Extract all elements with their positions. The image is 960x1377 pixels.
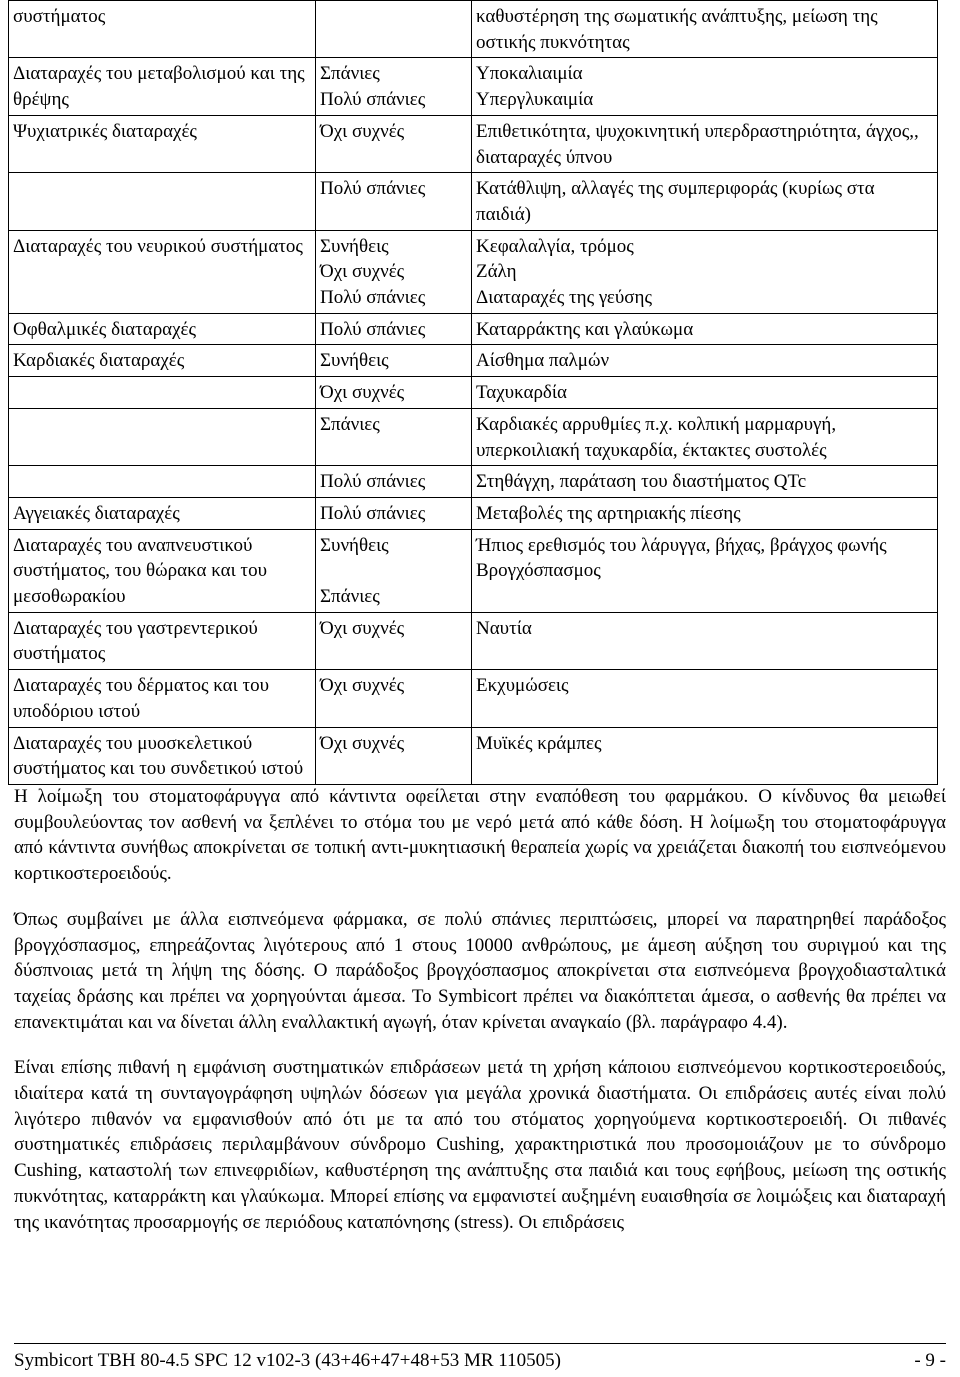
table-row (9, 345, 938, 377)
reaction-cell: Μεταβολές της αρτηριακής πίεσης (472, 497, 938, 529)
reaction-cell: Κεφαλαλγία, τρόμος Ζάλη Διαταραχές της γεύσης (472, 230, 938, 313)
frequency-cell: Πολύ σπάνιες (316, 313, 472, 345)
frequency-cell (316, 1, 472, 58)
reaction-cell: Καταρράκτης και γλαύκωμα (472, 313, 938, 345)
frequency-cell: Όχι συχνές (316, 115, 472, 172)
paragraph: Η λοίμωξη του στοματοφάρυγγα από κάντιντα οφείλεται στην εναπόθεση του φαρμάκου. Ο κίνδυνος θα μειωθεί συμβουλεύοντας τον ασθενή να ξεπλένει το στόμα του με νερό μετά από κάθε δόση. Η λοίμωξη του στοματοφάρυγγα από κάντιντα συνήθως αποκρίνεται σε τοπική αντι-μυκητιασική θεραπεία χωρίς να χρειάζεται διακοπή του εισπνεόμενου κορτικοστεροειδούς. (14, 786, 946, 885)
frequency-cell: Όχι συχνές (316, 612, 472, 669)
table-row (9, 670, 938, 727)
reaction-cell: Ήπιος ερεθισμός του λάρυγγα, βήχας, βράγχος φωνής Βρογχόσπασμος (472, 529, 938, 612)
table-row (9, 497, 938, 529)
organ-class-cell: συστήματος (9, 1, 316, 58)
organ-class-cell: Οφθαλμικές διαταραχές (9, 313, 316, 345)
organ-class-cell: Καρδιακές διαταραχές (9, 345, 316, 377)
organ-class-cell (9, 466, 316, 498)
table-row (9, 408, 938, 465)
frequency-cell: Συνήθεις Όχι συχνές Πολύ σπάνιες (316, 230, 472, 313)
reaction-cell: Ναυτία (472, 612, 938, 669)
frequency-cell: Όχι συχνές (316, 670, 472, 727)
paragraph: Όπως συμβαίνει με άλλα εισπνεόμενα φάρμακα, σε πολύ σπάνιες περιπτώσεις, μπορεί να παρατηρηθεί παράδοξος βρογχόσπασμος, επηρεάζοντας λιγότερους από 1 στους 10000 ανθρώπους, με άμεση αύξηση του συριγμού και της δύσπνοιας μετά τη λήψη της δόσης. Ο παράδοξος βρογχόσπασμος αποκρίνεται στα εισπνεόμενα βρογχοδιασταλτικά ταχείας δράσης και πρέπει να χορηγούνται άμεσα. Το Symbicort πρέπει να διακόπτεται άμεσα, ο ασθενής θα πρέπει να επανεκτιμάται και να δίνεται άλλη εναλλακτική αγωγή, όταν κρίνεται αναγκαίο (βλ. παράγραφο 4.4). (14, 908, 946, 1033)
organ-class-cell: Διαταραχές του γαστρεντερικού συστήματος (9, 612, 316, 669)
frequency-cell: Συνήθεις Σπάνιες (316, 529, 472, 612)
table-row (9, 727, 938, 784)
body-text (14, 784, 946, 1255)
footer-divider (14, 1343, 946, 1344)
organ-class-cell: Αγγειακές διαταραχές (9, 497, 316, 529)
frequency-cell: Όχι συχνές (316, 727, 472, 784)
reaction-cell: Ταχυκαρδία (472, 377, 938, 409)
table-row (9, 1, 938, 58)
frequency-cell: Όχι συχνές (316, 377, 472, 409)
reaction-cell: Καρδιακές αρρυθμίες π.χ. κολπική μαρμαρυγή, υπερκοιλιακή ταχυκαρδία, έκτακτες συστολές (472, 408, 938, 465)
frequency-cell: Σπάνιες Πολύ σπάνιες (316, 58, 472, 115)
organ-class-cell: Διαταραχές του δέρματος και του υποδόριου ιστού (9, 670, 316, 727)
reaction-cell: Στηθάγχη, παράταση του διαστήματος QTc (472, 466, 938, 498)
frequency-cell: Πολύ σπάνιες (316, 466, 472, 498)
reaction-cell: Εκχυμώσεις (472, 670, 938, 727)
table-row (9, 173, 938, 230)
organ-class-cell: Διαταραχές του νευρικού συστήματος (9, 230, 316, 313)
reaction-cell: Αίσθημα παλμών (472, 345, 938, 377)
reaction-cell: Μυϊκές κράμπες (472, 727, 938, 784)
table-row (9, 529, 938, 612)
table-row (9, 612, 938, 669)
organ-class-cell: Διαταραχές του μεταβολισμού και της θρέψης (9, 58, 316, 115)
reaction-cell: καθυστέρηση της σωματικής ανάπτυξης, μείωση της οστικής πυκνότητας (472, 1, 938, 58)
paragraph: Είναι επίσης πιθανή η εμφάνιση συστηματικών επιδράσεων μετά τη χρήση κάποιου εισπνεόμενου κορτικοστεροειδούς, ιδιαίτερα κατά τη συνταγογράφηση υψηλών δόσεων για μεγάλα χρονικά διαστήματα. Οι επιδράσεις αυτές είναι πολύ λιγότερο πιθανόν να εμφανισθούν από ότι με τα από του στόματος χορηγούμενα κορτικοστεροειδή. Οι πιθανές συστηματικές επιδράσεις περιλαμβάνουν σύνδρομο Cushing, χαρακτηριστικά που προσομοιάζουν με το σύνδρομο Cushing, καταστολή των επινεφριδίων, καθυστέρηση της ανάπτυξης στα παιδιά και τους εφήβους, μείωση της οστικής πυκνότητας, καταρράκτη και γλαύκωμα. Μπορεί επίσης να εμφανιστεί αυξημένη ευαισθησία σε λοιμώξεις και διαταραχή της ικανότητας προσαρμογής σε περιόδους καταπόνησης (stress). Οι επιδράσεις (14, 1057, 946, 1233)
frequency-cell: Συνήθεις (316, 345, 472, 377)
organ-class-cell: Ψυχιατρικές διαταραχές (9, 115, 316, 172)
reaction-cell: Υποκαλιαιμία Υπεργλυκαιμία (472, 58, 938, 115)
table-row (9, 230, 938, 313)
frequency-cell: Πολύ σπάνιες (316, 173, 472, 230)
organ-class-cell: Διαταραχές του μυοσκελετικού συστήματος και του συνδετικού ιστού (9, 727, 316, 784)
table-row (9, 115, 938, 172)
organ-class-cell (9, 377, 316, 409)
organ-class-cell (9, 173, 316, 230)
footer-document-id: Symbicort TBH 80-4.5 SPC 12 v102-3 (43+46+47+48+53 MR 110505) (14, 1350, 561, 1371)
table-row (9, 58, 938, 115)
frequency-cell: Σπάνιες (316, 408, 472, 465)
page-number: - 9 - (914, 1350, 946, 1371)
reaction-cell: Επιθετικότητα, ψυχοκινητική υπερδραστηριότητα, άγχος,, διαταραχές ύπνου (472, 115, 938, 172)
table-row (9, 466, 938, 498)
table-row (9, 377, 938, 409)
organ-class-cell (9, 408, 316, 465)
organ-class-cell: Διαταραχές του αναπνευστικού συστήματος, του θώρακα και του μεσοθωρακίου (9, 529, 316, 612)
frequency-cell: Πολύ σπάνιες (316, 497, 472, 529)
adverse-reactions-table (8, 0, 938, 785)
reaction-cell: Κατάθλιψη, αλλαγές της συμπεριφοράς (κυρίως στα παιδιά) (472, 173, 938, 230)
table-row (9, 313, 938, 345)
